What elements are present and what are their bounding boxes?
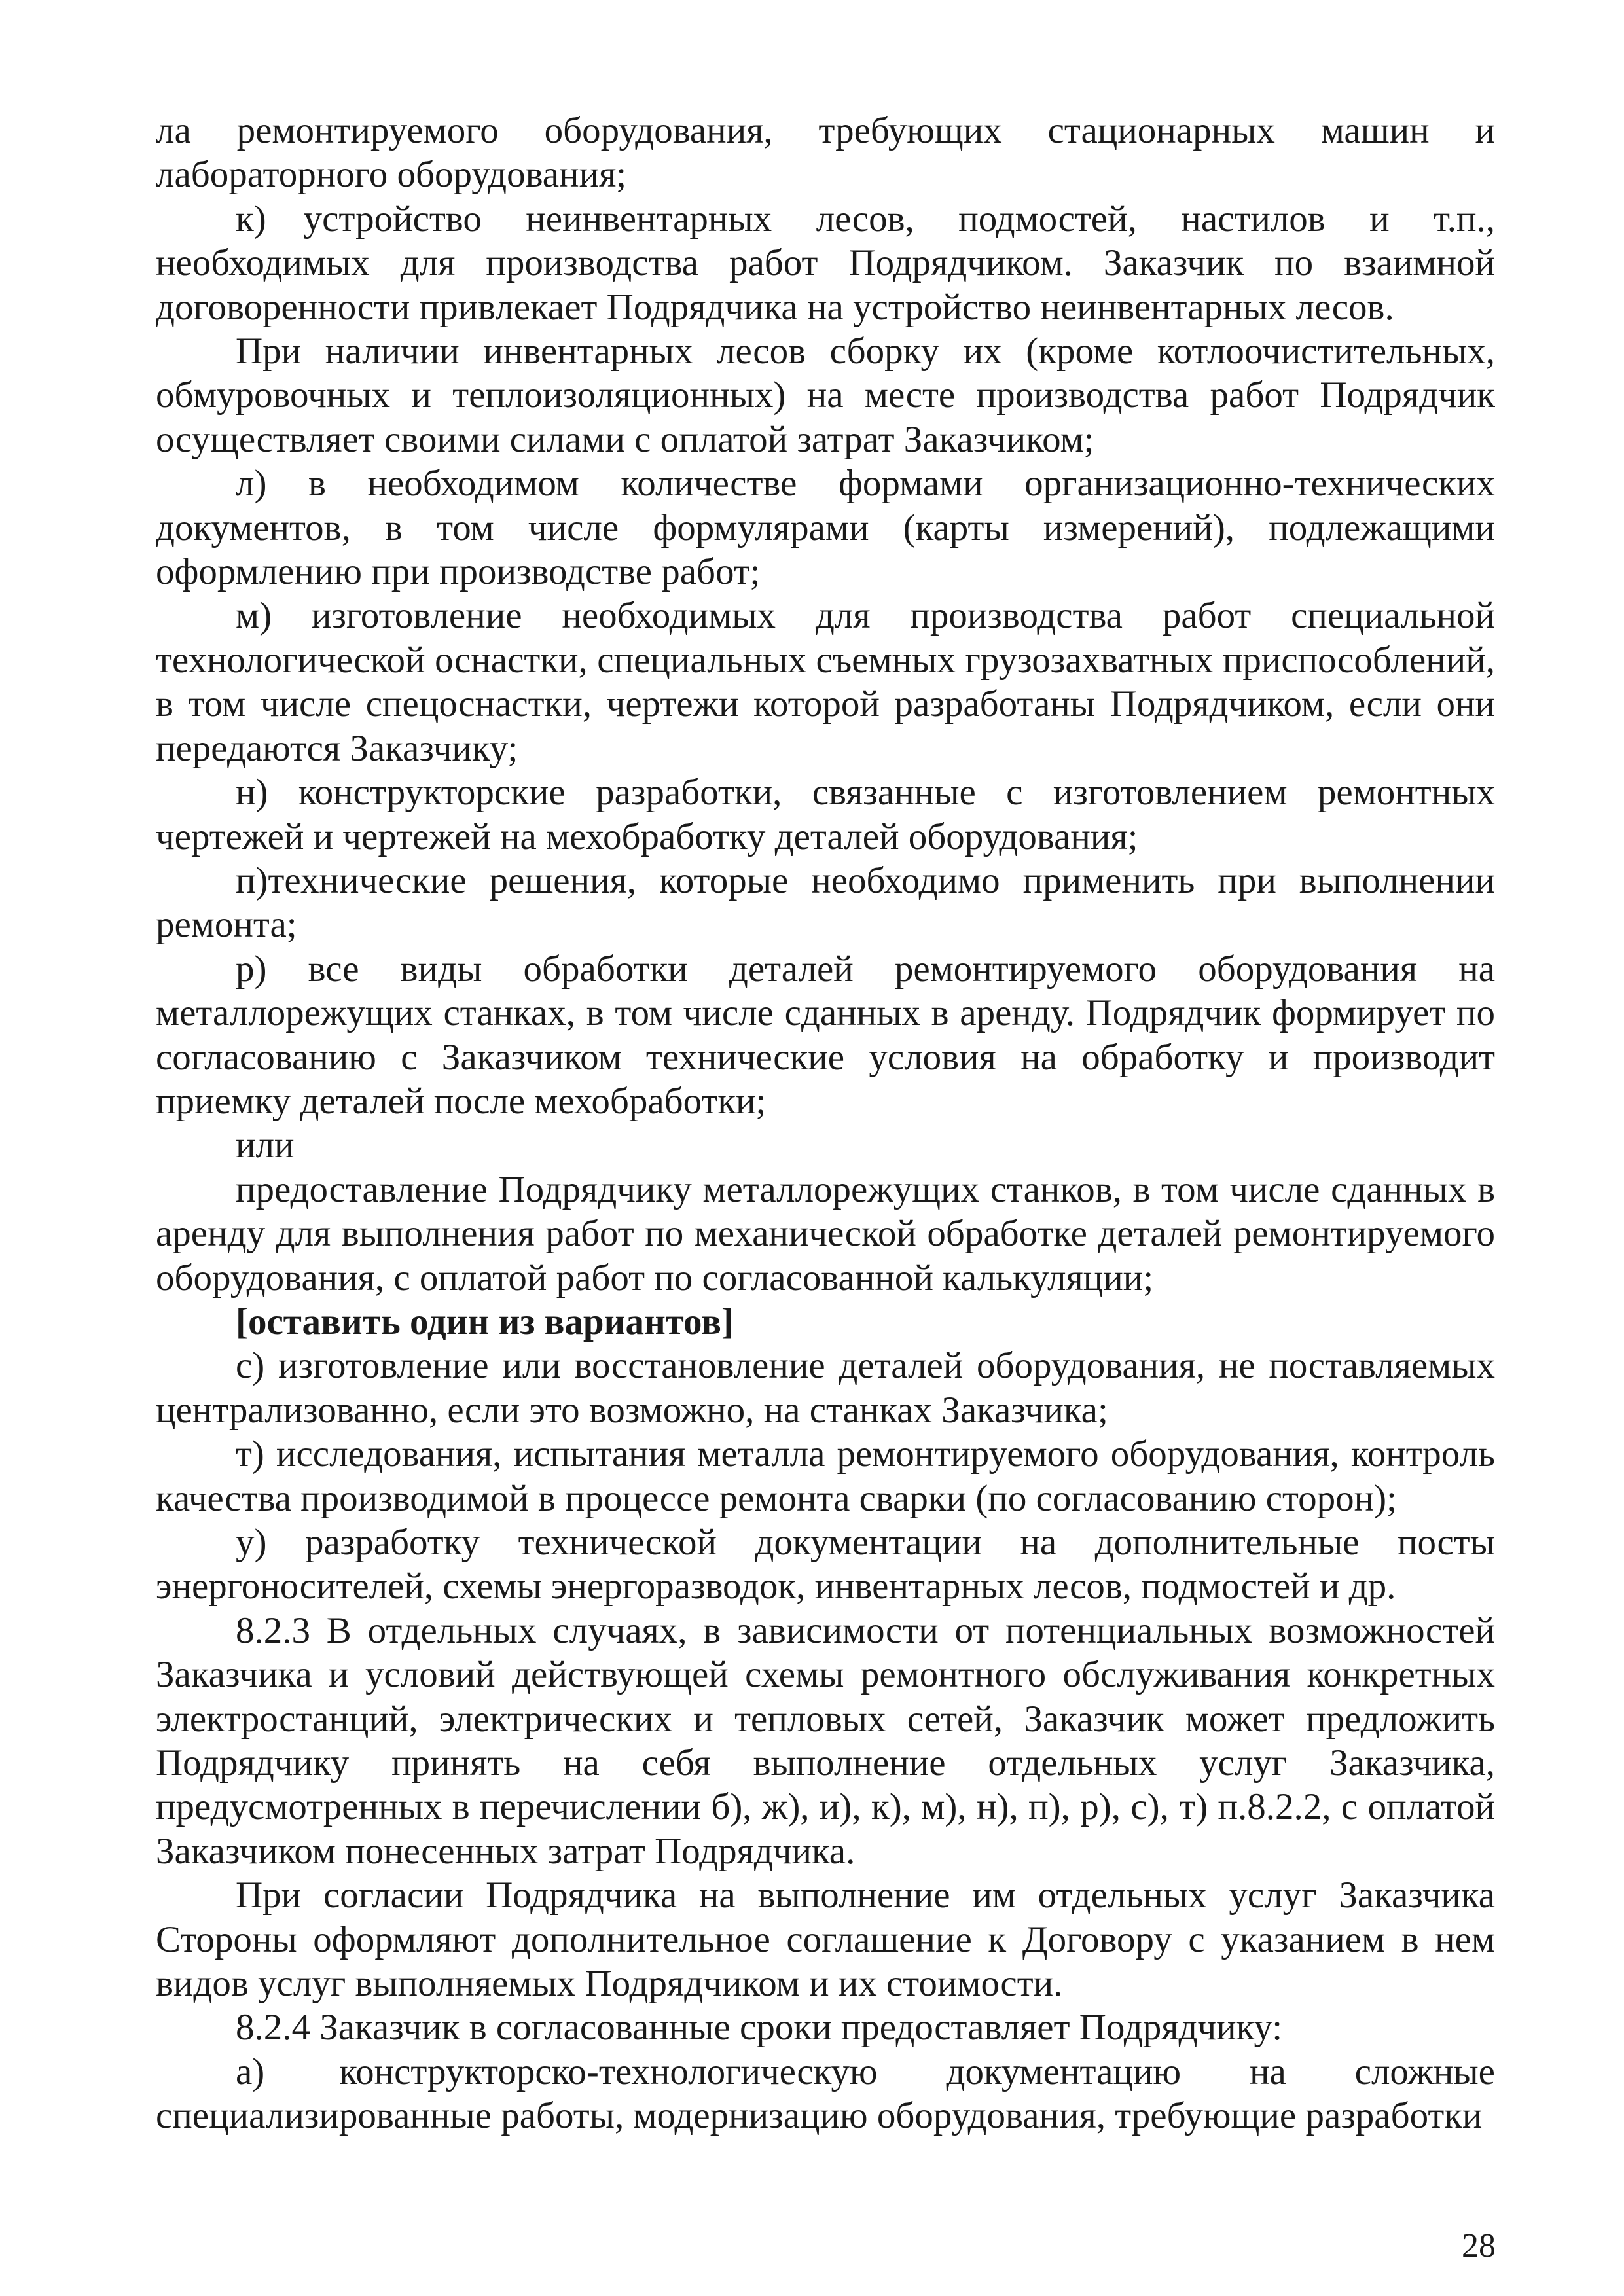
document-body bbox=[156, 109, 1495, 2138]
paragraph-item-n: н) конструкторские разработки, связанные с изготовлением ремонтных чертежей и чертежей на мехобработку деталей оборудования; bbox=[156, 772, 1495, 857]
paragraph-item-m: м) изготовление необходимых для производства работ специальной технологической оснастки, специальных съемных грузозахватных приспособлений, в том числе спецоснастки, чертежи которой разработаны Подрядчиком, если они передаются Заказчику; bbox=[156, 595, 1495, 769]
paragraph-or: или bbox=[236, 1124, 295, 1166]
paragraph-8-2-4: 8.2.4 Заказчик в согласованные сроки предоставляет Подрядчику: bbox=[236, 2007, 1283, 2049]
paragraph-item-k: к) устройство неинвентарных лесов, подмостей, настилов и т.п., необходимых для производства работ Подрядчиком. Заказчик по взаимной договоренности привлекает Подрядчика на устройство неинвентарных лесов. bbox=[156, 198, 1495, 328]
paragraph-item-a: а) конструкторско-технологическую документацию на сложные специализированные работы, модернизацию оборудования, требующие разработки bbox=[156, 2051, 1495, 2137]
paragraph-item-r: р) все виды обработки деталей ремонтируемого оборудования на металлорежущих станках, в том числе сданных в аренду. Подрядчик формирует по согласованию с Заказчиком технические условия на обработку и производит приемку деталей после мехобработки; bbox=[156, 948, 1495, 1122]
paragraph-item-s: с) изготовление или восстановление деталей оборудования, не поставляемых централизованно, если это возможно, на станках Заказчика; bbox=[156, 1345, 1495, 1431]
paragraph-continuation: ла ремонтируемого оборудования, требующих стационарных машин и лабораторного оборудования; bbox=[156, 110, 1495, 196]
paragraph-alternative: предоставление Подрядчику металлорежущих станков, в том числе сданных в аренду для выполнения работ по механической обработке деталей ремонтируемого оборудования, с оплатой работ по согласованной калькуляции; bbox=[156, 1168, 1495, 1299]
paragraph-item-t: т) исследования, испытания металла ремонтируемого оборудования, контроль качества производимой в процессе ремонта сварки (по согласованию сторон); bbox=[156, 1433, 1495, 1519]
paragraph-item-p: п)технические решения, которые необходимо применить при выполнении ремонта; bbox=[156, 859, 1495, 946]
page-number: 28 bbox=[1462, 2227, 1496, 2265]
paragraph-contractor-consent: При согласии Подрядчика на выполнение им отдельных услуг Заказчика Стороны оформляют дополнительное соглашение к Договору с указанием в нем видов услуг выполняемых Подрядчиком и их стоимости. bbox=[156, 1874, 1495, 2005]
paragraph-inventory-scaffolding: При наличии инвентарных лесов сборку их (кроме котлоочистительных, обмуровочных и теплоизоляционных) на месте производства работ Подрядчик осуществляет своими силами с оплатой затрат Заказчиком; bbox=[156, 331, 1495, 460]
paragraph-item-u: у) разработку технической документации на дополнительные посты энергоносителей, схемы энергоразводок, инвентарных лесов, подмостей и др. bbox=[156, 1522, 1495, 1607]
paragraph-8-2-3: 8.2.3 В отдельных случаях, в зависимости от потенциальных возможностей Заказчика и условий действующей схемы ремонтного обслуживания конкретных электростанций, электрических и тепловых сетей, Заказчик может предложить Подрядчику принять на себя выполнение отдельных услуг Заказчика, предусмотренных в перечислении б), ж), и), к), м), н), п), р), с), т) п.8.2.2, с оплатой Заказчиком понесенных затрат Подрядчика. bbox=[156, 1609, 1495, 1872]
paragraph-item-l: л) в необходимом количестве формами организационно-технических документов, в том числе формулярами (карты измерений), подлежащими оформлению при производстве работ; bbox=[156, 463, 1495, 593]
variant-note: [оставить один из вариантов] bbox=[236, 1300, 734, 1342]
